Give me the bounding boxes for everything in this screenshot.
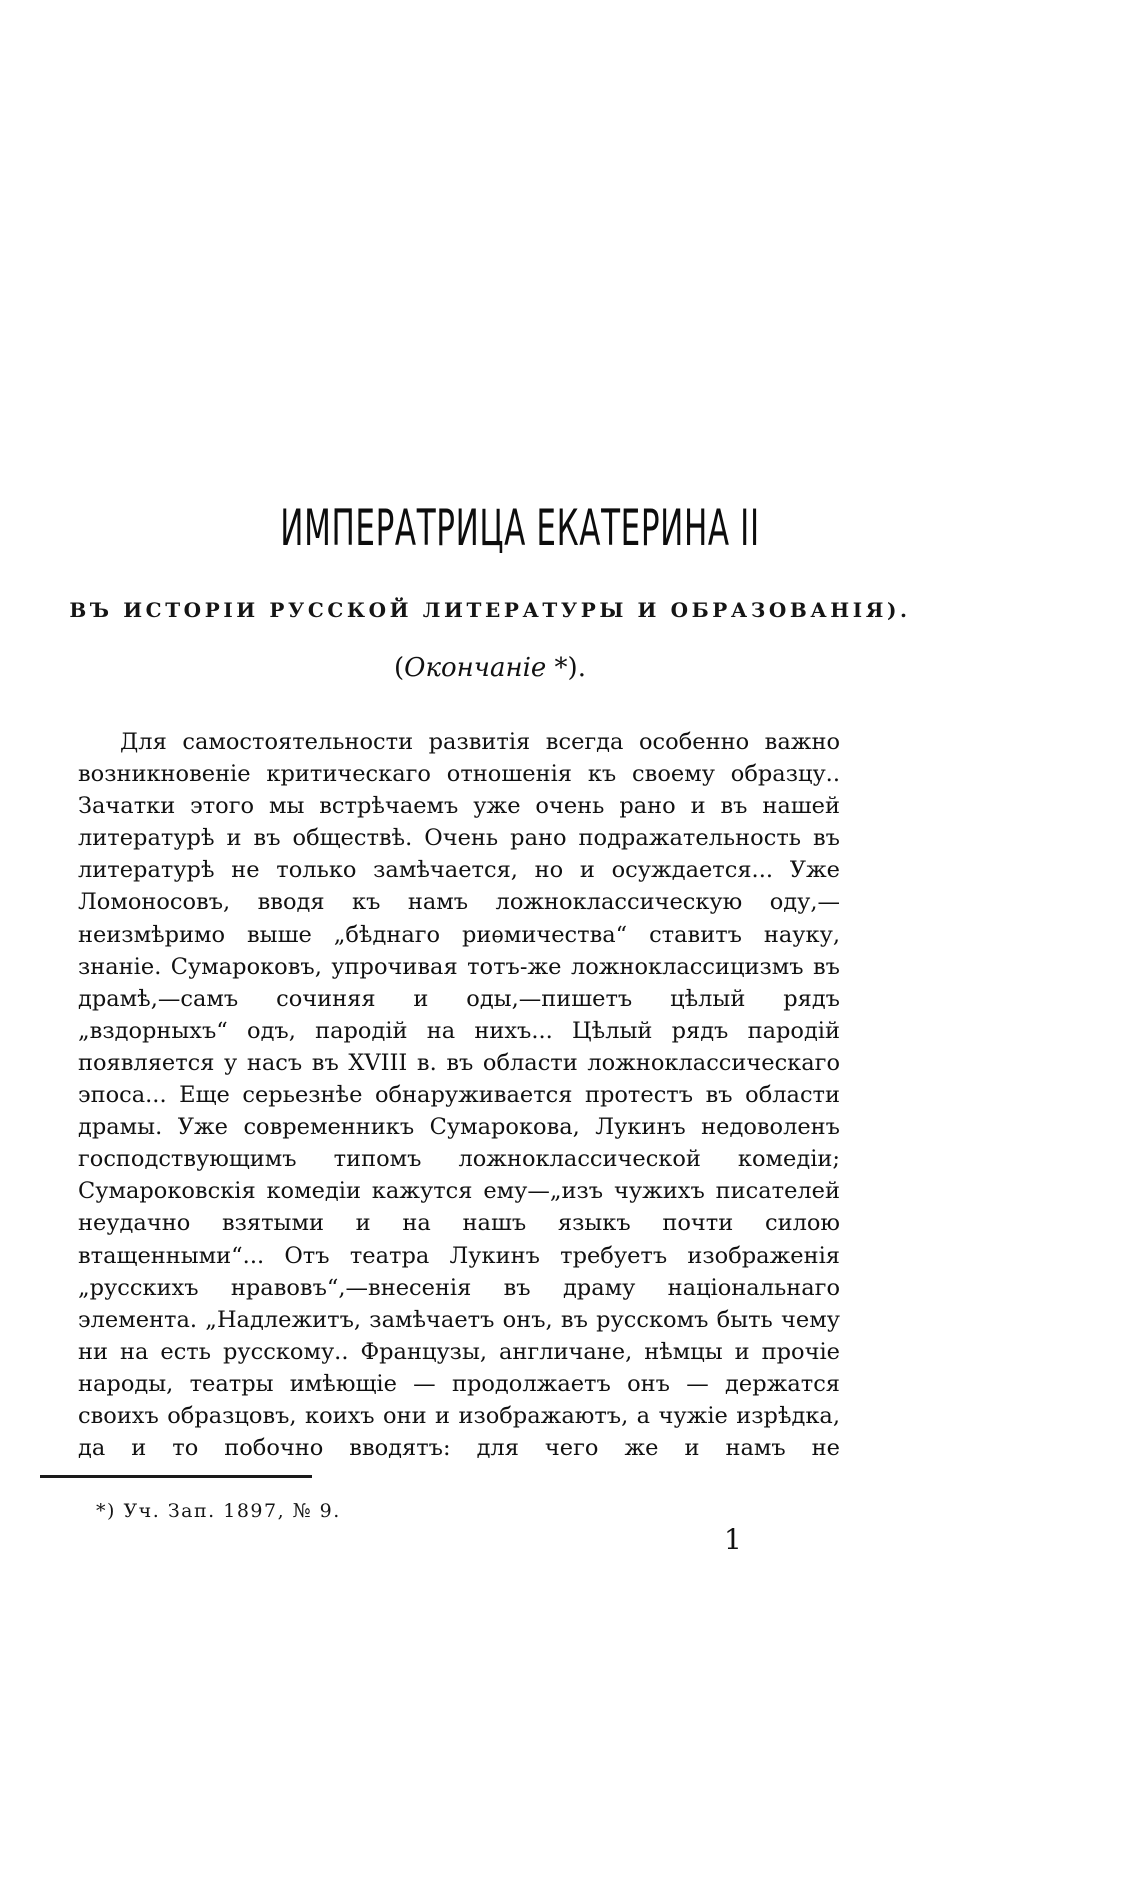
page-subtitle: ВЪ ИСТОРІИ РУССКОЙ ЛИТЕРАТУРЫ И ОБРАЗОВАНІЯ). <box>69 598 911 622</box>
footnote-divider <box>40 1475 312 1478</box>
footnote: *) Уч. Зап. 1897, № 9. <box>96 1500 341 1522</box>
continuation-word: Окончаніе <box>404 653 547 683</box>
page-title: ИМПЕРАТРИЦА ЕКАТЕРИНА II <box>280 499 760 557</box>
continuation-open: ( <box>394 653 405 683</box>
continuation-note <box>60 650 920 686</box>
body-paragraph: Для самостоятельности развитія всегда особенно важно возникновеніе критическаго отношенія къ своему образцу.. Зачатки этого мы встрѣчаемъ уже очень рано и въ нашей литературѣ и въ обществѣ. Очень рано подражательность въ литературѣ не только замѣчается, но и осуждается... Уже Ломоносовъ, вводя къ намъ ложноклассическую оду,—неизмѣримо выше „бѣднаго риѳмичества“ ставитъ науку, знаніе. Сумароковъ, упрочивая тотъ-же ложноклассицизмъ въ драмѣ,—самъ сочиняя и оды,—пишетъ цѣлый рядъ „вздорныхъ“ одъ, пародій на нихъ... Цѣлый рядъ пародій появляется у насъ въ XVIII в. въ области ложноклассическаго эпоса... Еще серьезнѣе обнаруживается протестъ въ области драмы. Уже современникъ Сумарокова, Лукинъ недоволенъ господствующимъ типомъ ложноклассической комедіи; Сумароковскія комедіи кажутся ему—„изъ чужихъ писателей неудачно взятыми и на нашъ языкъ почти силою втащенными“... Отъ театра Лукинъ требуетъ изображенія „русскихъ нравовъ“,—внесенія въ драму національнаго элемента. „Надлежитъ, замѣчаетъ онъ, въ русскомъ быть чему ни на есть русскому.. Французы, англичане, нѣмцы и прочіе народы, театры имѣющіе — продолжаетъ онъ — держатся своихъ образцовъ, коихъ они и изображаютъ, а чужіе изрѣдка, да и то побочно вводятъ: для чего же и намъ не <box>78 729 840 1462</box>
continuation-close: *). <box>546 653 586 683</box>
page-number: 1 <box>724 1523 742 1556</box>
